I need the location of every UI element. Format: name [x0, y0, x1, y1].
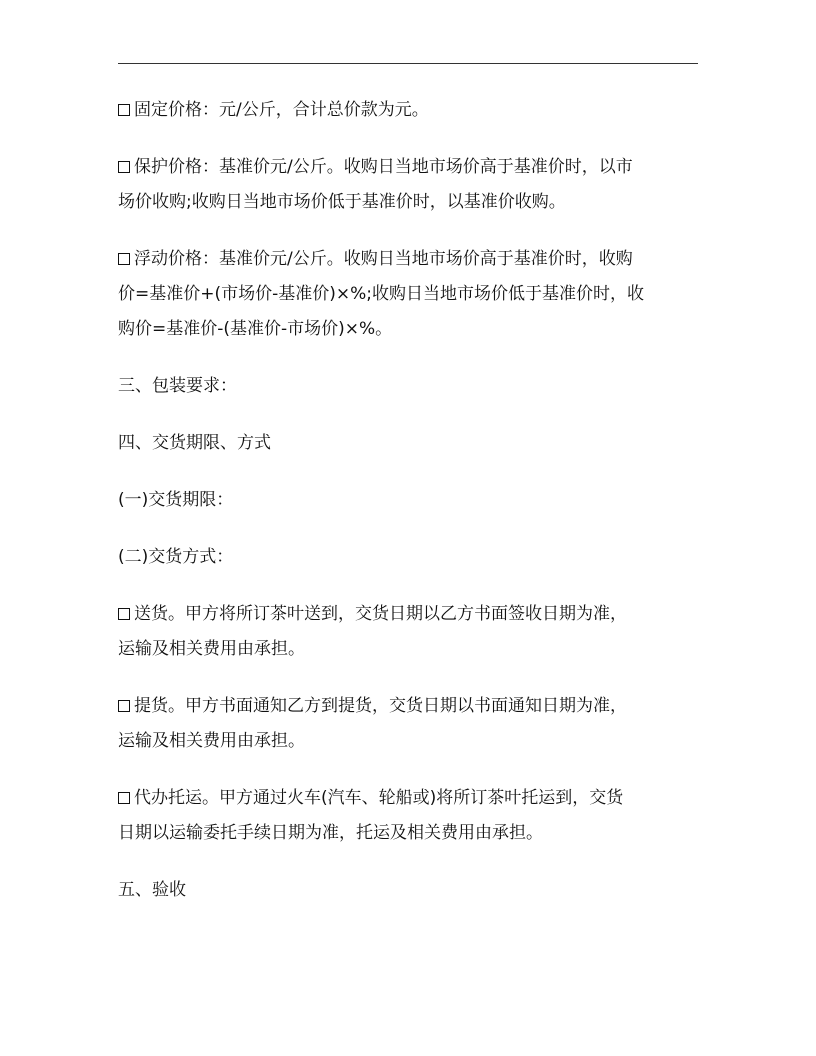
pickup-clause: [118, 689, 708, 759]
fixed-price-clause: [118, 93, 708, 128]
section-packaging-text: 三、包装要求：: [118, 376, 237, 396]
floating-price-text-line-2: 价=基准价+(市场价-基准价)×%;收购日当地市场价低于基准价时，收: [118, 284, 645, 304]
floating-price-checkbox[interactable]: [118, 253, 130, 265]
header-rule: [118, 63, 698, 64]
consigned-shipping-text-line-2: 日期以运输委托手续日期为准，托运及相关费用由承担。: [118, 823, 543, 843]
section-acceptance-heading: [118, 873, 708, 908]
section-packaging-heading: [118, 369, 708, 404]
protected-price-checkbox[interactable]: [118, 161, 130, 173]
fixed-price-checkbox[interactable]: [118, 104, 130, 116]
protected-price-text-line-1: 保护价格：基准价元/公斤。收购日当地市场价高于基准价时，以市: [134, 157, 633, 177]
protected-price-clause: [118, 150, 708, 220]
delivery-text-line-2: 运输及相关费用由承担。: [118, 639, 305, 659]
section-acceptance-text: 五、验收: [118, 880, 186, 900]
sub-delivery-method: [118, 540, 708, 575]
document-body: [118, 93, 708, 930]
floating-price-text-line-3: 购价=基准价-(基准价-市场价)×%。: [118, 319, 393, 339]
protected-price-text-line-2: 场价收购;收购日当地市场价低于基准价时，以基准价收购。: [118, 192, 566, 212]
floating-price-clause: [118, 242, 708, 347]
sub-delivery-method-text: (二)交货方式：: [118, 547, 234, 567]
consigned-shipping-text-line-1: 代办托运。甲方通过火车(汽车、轮船或)将所订茶叶托运到，交货: [134, 788, 624, 808]
consigned-shipping-clause: [118, 781, 708, 851]
sub-delivery-period-text: (一)交货期限：: [118, 490, 234, 510]
pickup-text-line-2: 运输及相关费用由承担。: [118, 731, 305, 751]
fixed-price-text: 固定价格：元/公斤，合计总价款为元。: [134, 100, 429, 120]
delivery-text-line-1: 送货。甲方将所订茶叶送到，交货日期以乙方书面签收日期为准，: [134, 604, 627, 624]
sub-delivery-period: [118, 483, 708, 518]
delivery-checkbox[interactable]: [118, 608, 130, 620]
floating-price-text-line-1: 浮动价格：基准价元/公斤。收购日当地市场价高于基准价时，收购: [134, 249, 633, 269]
section-delivery-heading: [118, 426, 708, 461]
delivery-clause: [118, 597, 708, 667]
pickup-checkbox[interactable]: [118, 700, 130, 712]
consigned-shipping-checkbox[interactable]: [118, 792, 130, 804]
section-delivery-text: 四、交货期限、方式: [118, 433, 271, 453]
pickup-text-line-1: 提货。甲方书面通知乙方到提货，交货日期以书面通知日期为准，: [134, 696, 627, 716]
